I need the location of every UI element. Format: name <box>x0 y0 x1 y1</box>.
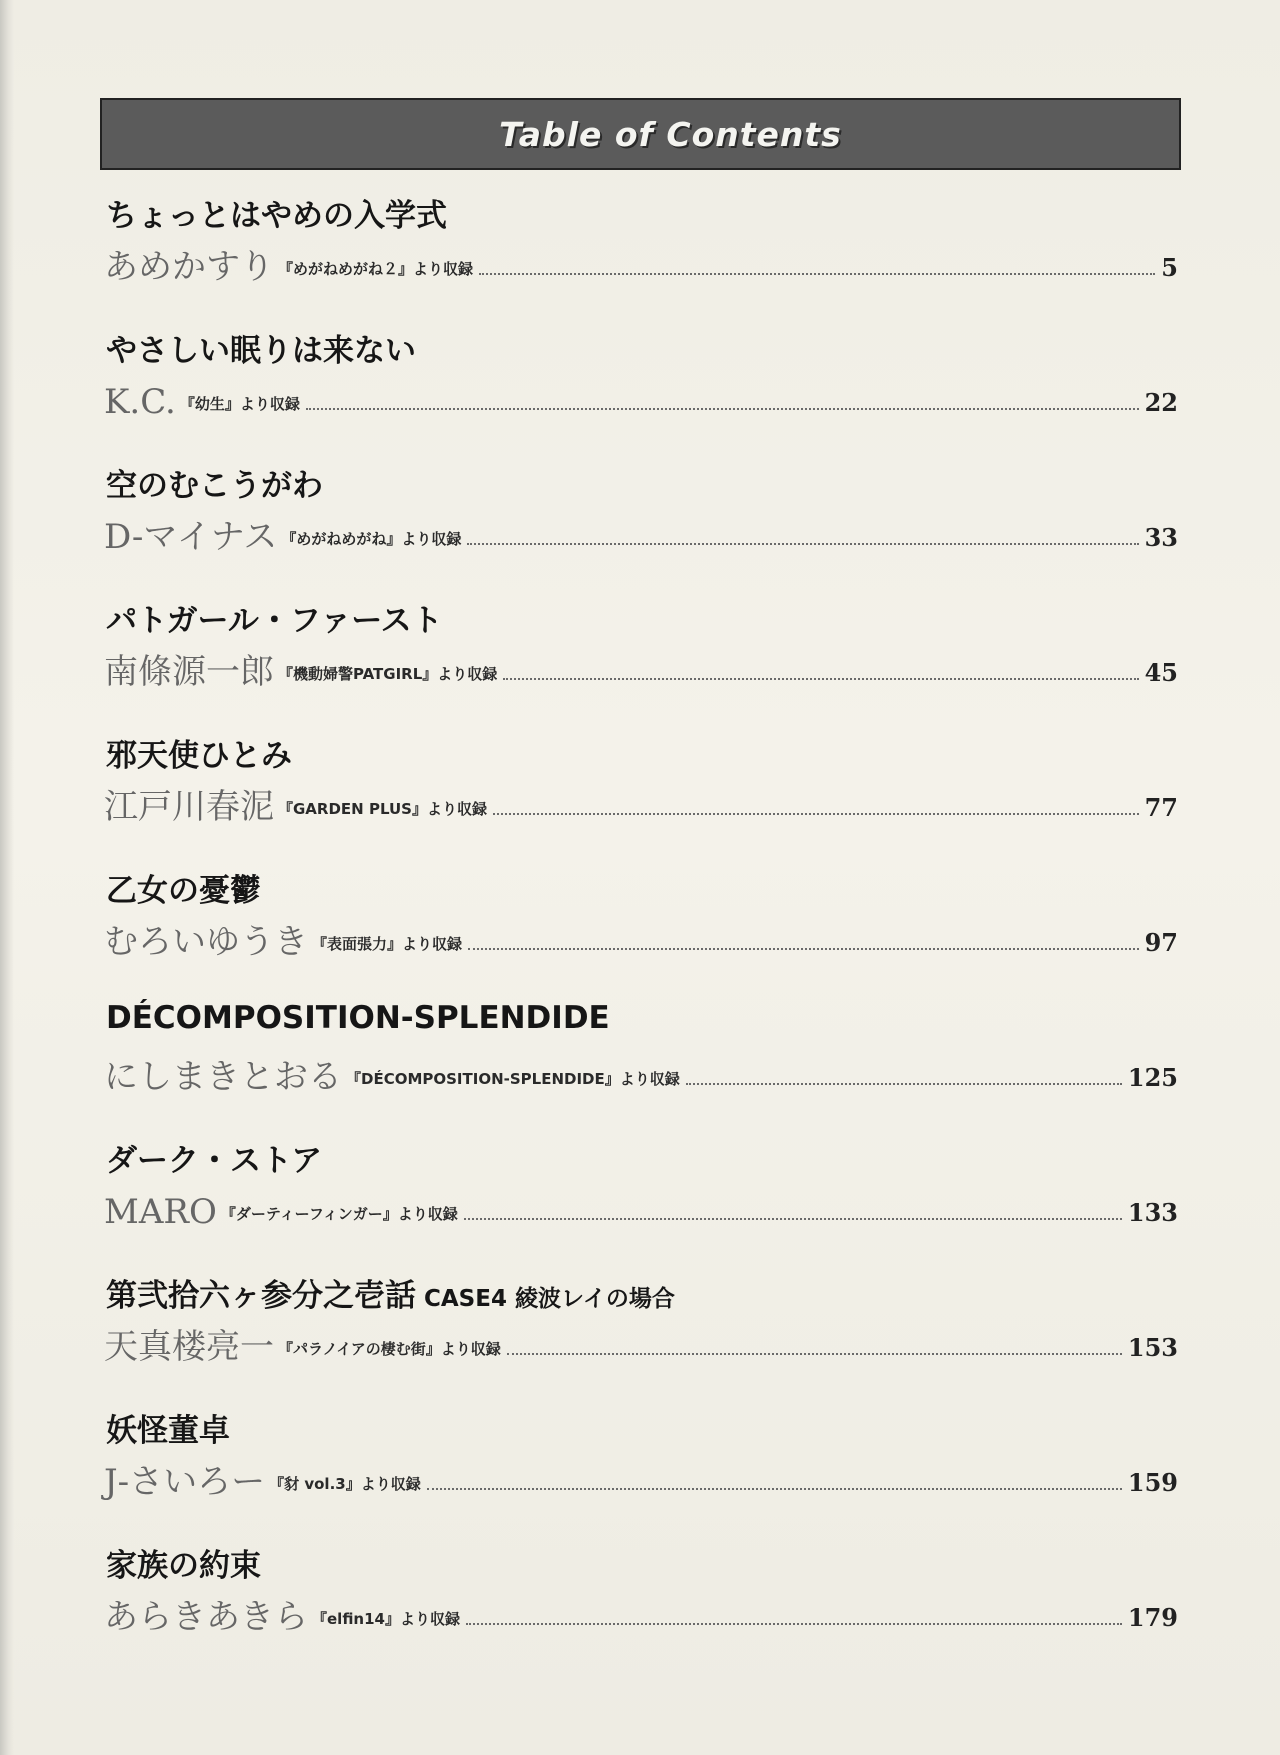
entry-source: 『ダーティーフィンガー』より収録 <box>220 1205 458 1223</box>
dot-leader <box>427 1487 1122 1490</box>
toc-entry <box>104 865 1178 1000</box>
entry-author: 南條源一郎 <box>104 652 274 692</box>
entry-source: 『パラノイアの棲む街』より収録 <box>278 1340 501 1358</box>
entry-title: ダーク・ストア <box>106 1143 323 1179</box>
dot-leader <box>466 1622 1122 1625</box>
entry-line <box>104 1594 1178 1637</box>
toc-entry <box>104 1270 1178 1405</box>
toc-entry <box>104 730 1178 865</box>
entry-line <box>104 244 1178 287</box>
header-bar <box>100 98 1181 170</box>
entry-source: 『めがねめがね』より収録 <box>281 530 462 548</box>
dot-leader <box>507 1352 1122 1355</box>
entry-page-number: 22 <box>1144 388 1178 417</box>
entry-author: K.C. <box>104 382 176 422</box>
entry-line <box>104 379 1178 422</box>
entry-line <box>104 784 1178 827</box>
entry-title: 乙女の憂鬱 <box>106 873 261 909</box>
page-title: Table of Contents <box>499 114 842 154</box>
entry-title: やさしい眠りは来ない <box>106 333 416 369</box>
table-of-contents <box>104 190 1178 1675</box>
entry-line <box>104 1324 1178 1367</box>
binding-edge <box>0 0 14 1755</box>
entry-source: 『GARDEN PLUS』より収録 <box>278 800 487 818</box>
entry-source: 『表面張力』より収録 <box>312 935 463 953</box>
dot-leader <box>468 947 1139 950</box>
entry-title: 家族の約束 <box>106 1548 261 1584</box>
dot-leader <box>493 812 1139 815</box>
entry-title: 空のむこうがわ <box>106 468 323 504</box>
toc-entry <box>104 325 1178 460</box>
entry-line <box>104 649 1178 692</box>
toc-entry <box>104 1540 1178 1675</box>
entry-source: 『豺 vol.3』より収録 <box>269 1475 421 1493</box>
entry-page-number: 133 <box>1127 1198 1178 1227</box>
entry-title: パトガール・ファースト <box>106 603 443 639</box>
entry-source: 『elfin14』より収録 <box>312 1610 460 1628</box>
entry-source: 『めがねめがね２』より収録 <box>278 260 474 278</box>
entry-page-number: 33 <box>1144 523 1178 552</box>
entry-page-number: 159 <box>1127 1468 1178 1497</box>
entry-author: あらきあきら <box>104 1597 308 1637</box>
entry-author: むろいゆうき <box>104 922 308 962</box>
dot-leader <box>686 1082 1122 1085</box>
toc-entry <box>104 595 1178 730</box>
toc-entry <box>104 1135 1178 1270</box>
dot-leader <box>503 677 1138 680</box>
dot-leader <box>306 407 1139 410</box>
entry-source: 『DÉCOMPOSITION-SPLENDIDE』より収録 <box>346 1070 680 1088</box>
entry-line <box>104 514 1178 557</box>
entry-author: MARO <box>104 1192 217 1232</box>
toc-entry <box>104 460 1178 595</box>
entry-page-number: 179 <box>1127 1603 1178 1632</box>
toc-entry <box>104 190 1178 325</box>
dot-leader <box>467 542 1138 545</box>
entry-page-number: 5 <box>1161 253 1178 282</box>
entry-title: DÉCOMPOSITION-SPLENDIDE <box>106 1000 610 1036</box>
entry-title: 邪天使ひとみ <box>106 738 292 774</box>
dot-leader <box>464 1217 1122 1220</box>
entry-page-number: 77 <box>1144 793 1178 822</box>
entry-author: にしまきとおる <box>104 1057 342 1097</box>
dot-leader <box>479 272 1155 275</box>
entry-page-number: 97 <box>1144 928 1178 957</box>
entry-author: 江戸川春泥 <box>104 787 274 827</box>
entry-author: D-マイナス <box>104 517 278 557</box>
entry-line <box>104 1459 1178 1502</box>
entry-subtitle: CASE4 綾波レイの場合 <box>424 1286 675 1312</box>
entry-page-number: 153 <box>1127 1333 1178 1362</box>
entry-line <box>104 1189 1178 1232</box>
entry-title: 妖怪董卓 <box>106 1413 230 1449</box>
entry-source: 『機動婦警PATGIRL』より収録 <box>278 665 498 683</box>
toc-entry <box>104 1405 1178 1540</box>
entry-title-main: 第弐拾六ヶ参分之壱話 <box>106 1278 416 1314</box>
entry-title: ちょっとはやめの入学式 <box>106 198 447 234</box>
entry-title <box>106 1270 675 1315</box>
entry-line <box>104 1054 1178 1097</box>
entry-author: J-さいろー <box>104 1462 266 1502</box>
entry-line <box>104 919 1178 962</box>
entry-source: 『幼生』より収録 <box>179 395 300 413</box>
toc-entry <box>104 1000 1178 1135</box>
entry-page-number: 45 <box>1144 658 1178 687</box>
entry-page-number: 125 <box>1127 1063 1178 1092</box>
entry-author: あめかすり <box>104 247 274 287</box>
entry-author: 天真楼亮一 <box>104 1327 274 1367</box>
